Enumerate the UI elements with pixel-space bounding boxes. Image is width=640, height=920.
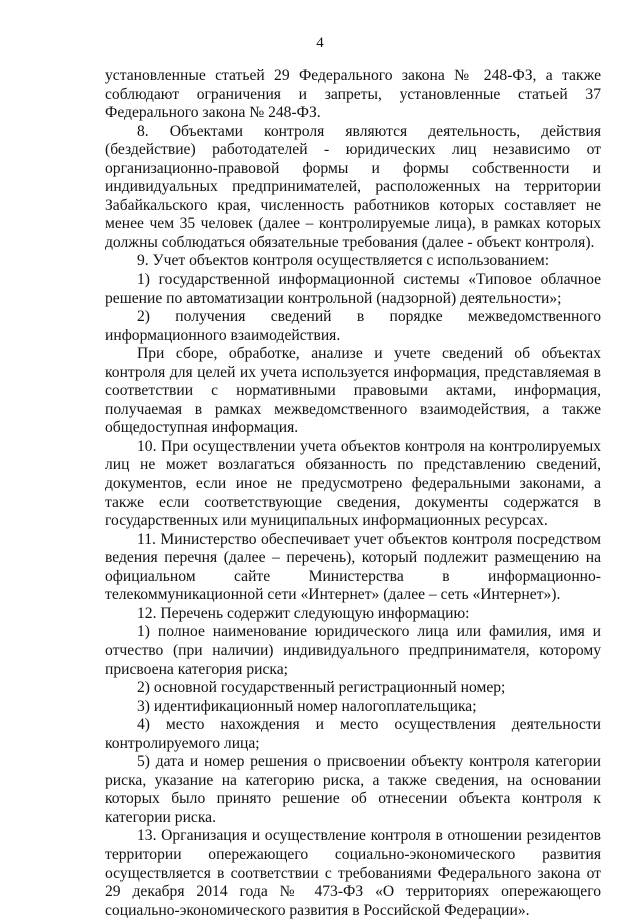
page-number: 4 bbox=[316, 35, 324, 51]
paragraph-9-item-2: 2) получения сведений в порядке межведомственного информационного взаимодействия. bbox=[105, 308, 601, 344]
paragraph-9-item-1: 1) государственной информационной системы «Типовое облачное решение по автоматизации контрольной (надзорной) деятельности»; bbox=[105, 271, 601, 307]
paragraph-8: 8. Объектами контроля являются деятельность, действия (бездействие) работодателей - юридических лиц независимо от организационно-правовой формы и формы собственности и индивидуальных предпринимателей, расположенных на территории Забайкальского края, численность работников которых составляет не менее чем 35 человек (далее – контролируемые лица), в рамках которых должны соблюдаться обязательные требования (далее - объект контроля). bbox=[105, 122, 601, 251]
paragraph-10: 10. При осуществлении учета объектов контроля на контролируемых лиц не может возлагаться обязанность по представлению сведений, документов, если иное не предусмотрено федеральными законами, а также если соответствующие сведения, документы содержатся в государственных или муниципальных информационных ресурсах. bbox=[105, 437, 601, 530]
document-body bbox=[105, 67, 601, 920]
paragraph-12-item-5: 5) дата и номер решения о присвоении объекту контроля категории риска, указание на категорию риска, а также сведения, на основании которых было принято решение об отнесении объекта контроля к категории риска. bbox=[105, 753, 601, 826]
paragraph-11: 11. Министерство обеспечивает учет объектов контроля посредством ведения перечня (далее – перечень), который подлежит размещению на официальном сайте Министерства в информационно-телекоммуникационной сети «Интернет» (далее – сеть «Интернет»). bbox=[105, 530, 601, 604]
paragraph-12-item-2: 2) основной государственный регистрационный номер; bbox=[137, 679, 506, 697]
paragraph-12-item-4: 4) место нахождения и место осуществления деятельности контролируемого лица; bbox=[105, 716, 601, 752]
paragraph-9: 9. Учет объектов контроля осуществляется с использованием: bbox=[137, 252, 550, 270]
paragraph-13: 13. Организация и осуществление контроля в отношении резидентов территории опережающего социально-экономического развития осуществляется в соответствии с требованиями Федерального закона от 29 декабря 2014 года № 473-ФЗ «О территориях опережающего социально-экономического развития в Российской Федерации». bbox=[105, 827, 601, 919]
paragraph-12: 12. Перечень содержит следующую информацию: bbox=[137, 604, 470, 622]
paragraph-continuation: установленные статьей 29 Федерального закона № 248-ФЗ, а также соблюдают ограничения и запреты, установленные статьей 37 Федерального закона № 248-ФЗ. bbox=[105, 67, 601, 122]
paragraph-9-note: При сборе, обработке, анализе и учете сведений об объектах контроля для целей их учета используется информация, представляемая в соответствии с нормативными правовыми актами, информация, получаемая в рамках межведомственного взаимодействия, а также общедоступная информация. bbox=[105, 345, 601, 437]
paragraph-12-item-3: 3) идентификационный номер налогоплательщика; bbox=[137, 697, 477, 715]
paragraph-12-item-1: 1) полное наименование юридического лица или фамилия, имя и отчество (при наличии) индивидуального предпринимателя, которому присвоена категория риска; bbox=[105, 623, 601, 678]
